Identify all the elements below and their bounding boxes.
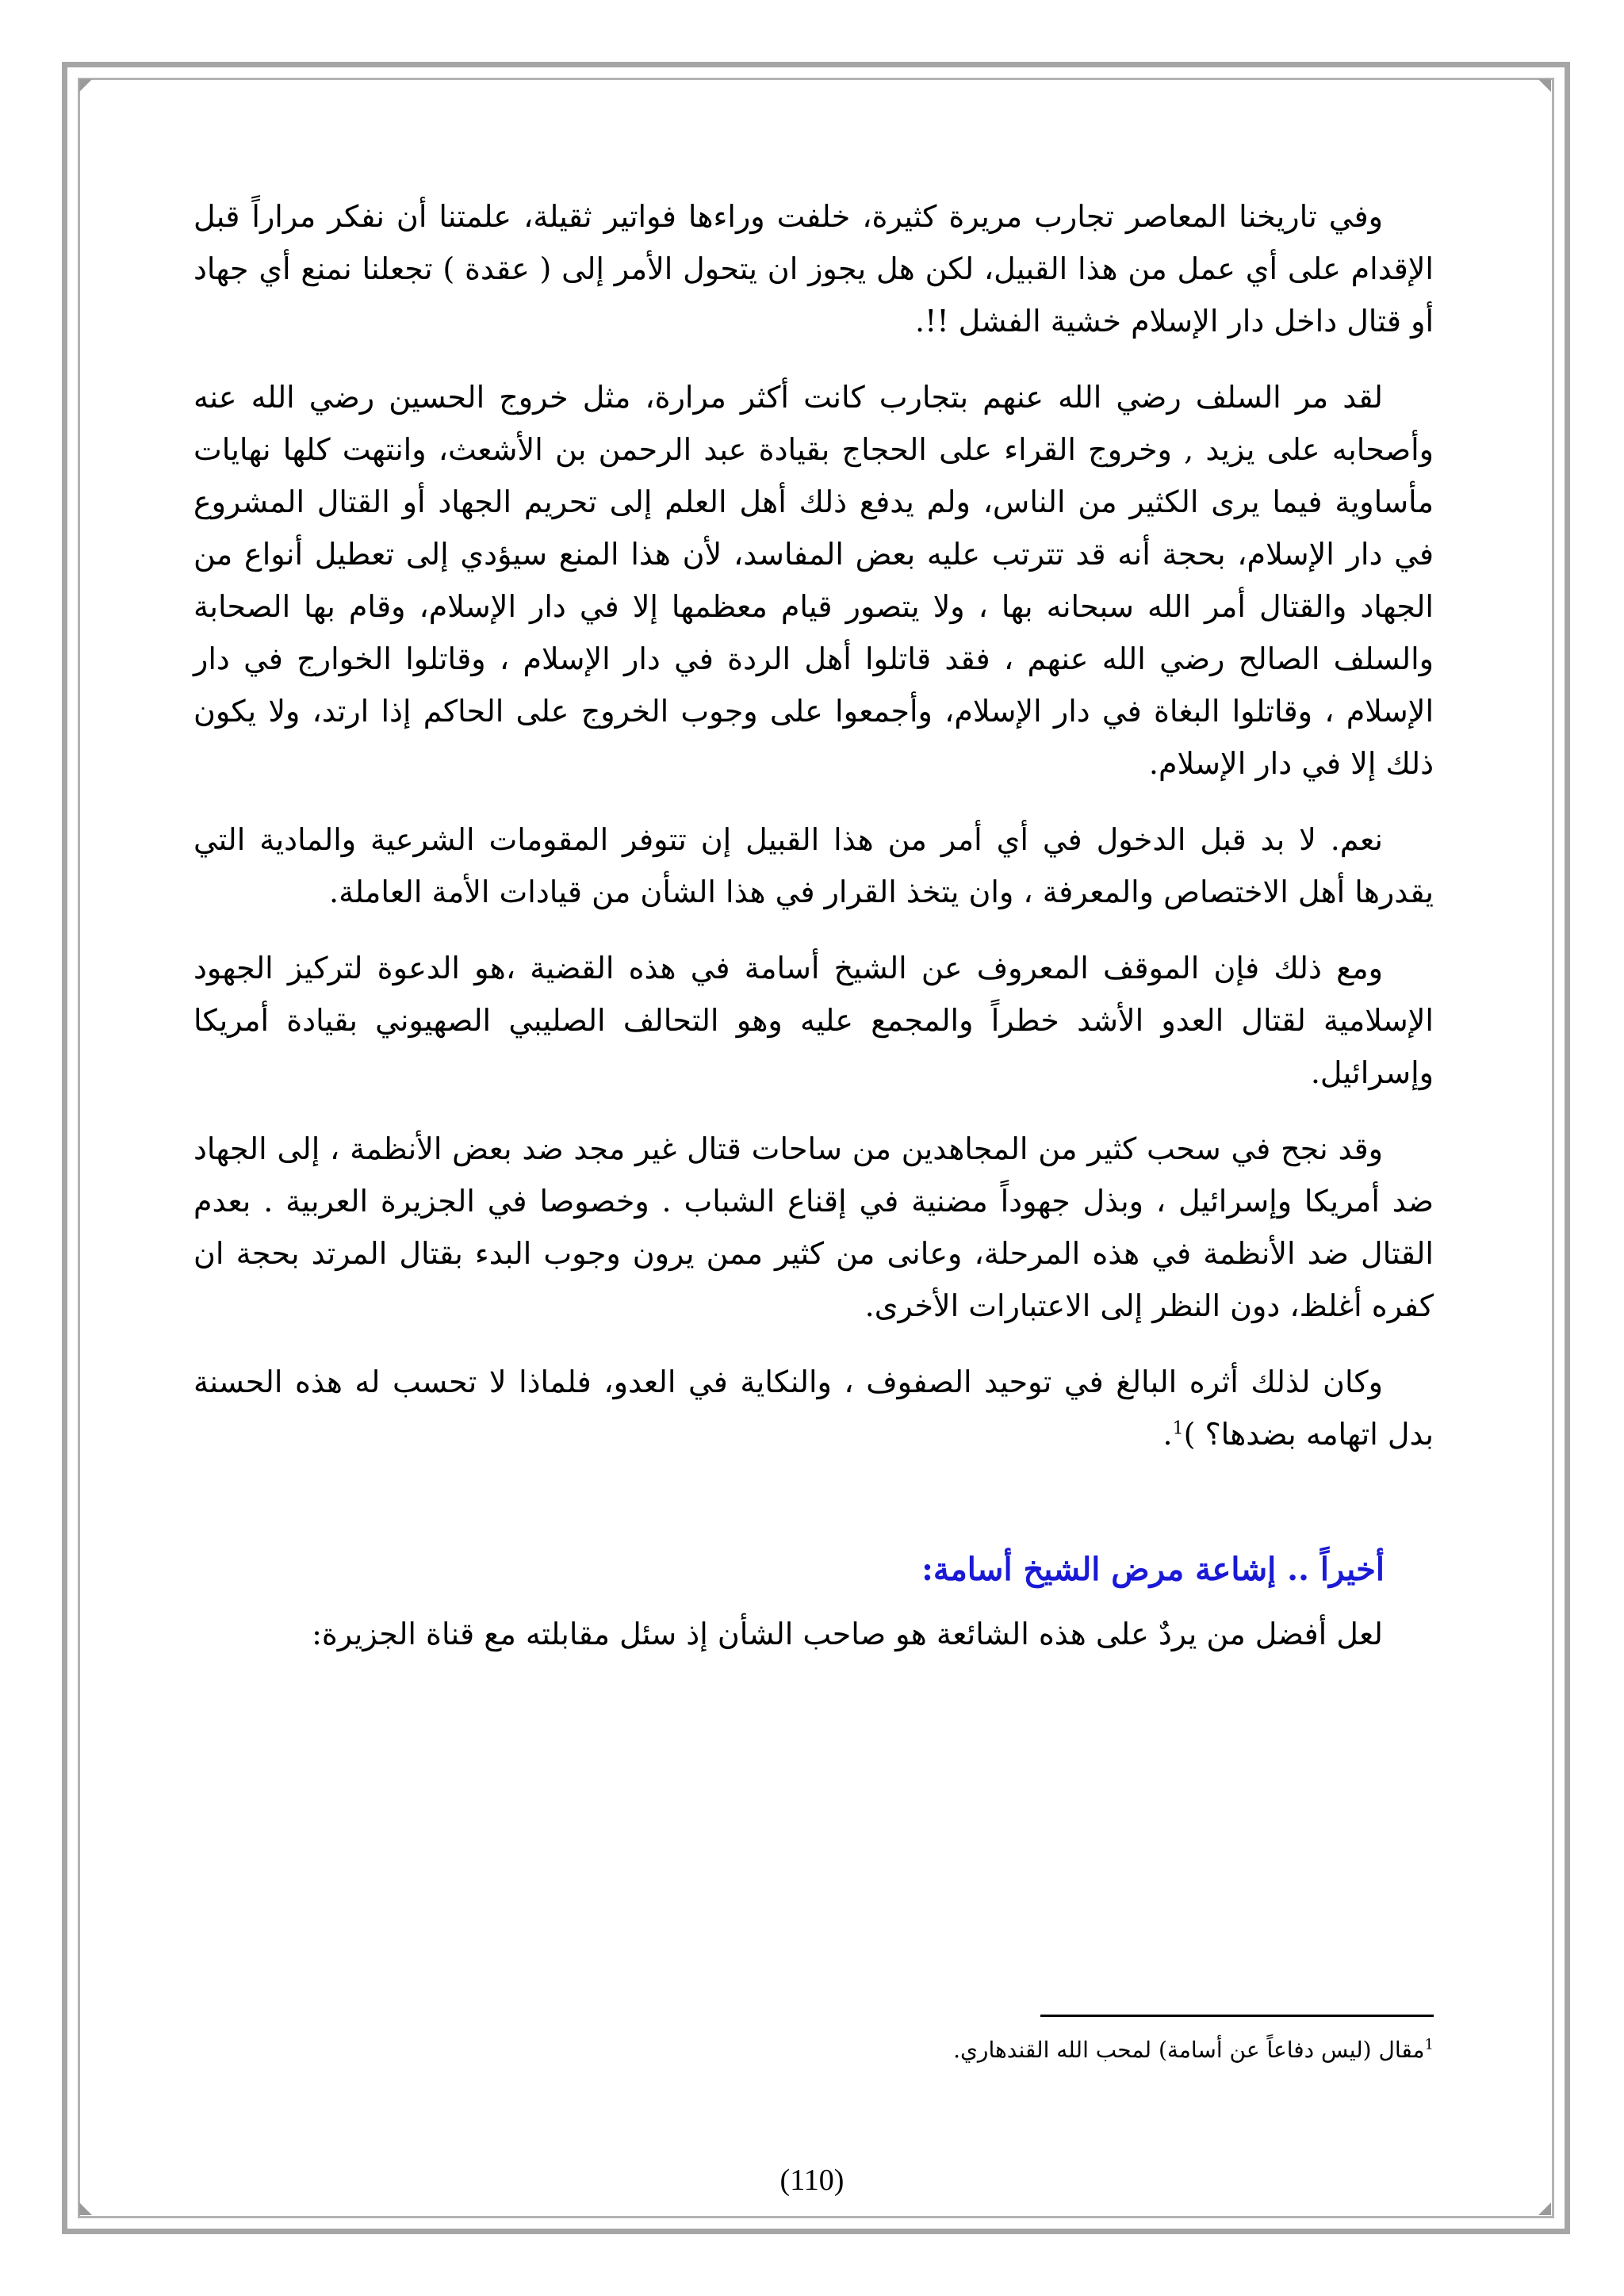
paragraph: ومع ذلك فإن الموقف المعروف عن الشيخ أسامة في هذه القضية ،هو الدعوة لتركيز الجهود الإسلامية لقتال العدو الأشد خطراً والمجمع عليه وهو التحالف الصليبي الصهيوني بقيادة أمريكا وإسرائيل.	[193, 951, 1434, 1090]
paragraph: وفي تاريخنا المعاصر تجارب مريرة كثيرة، خلفت وراءها فواتير ثقيلة، علمتنا أن نفكر مراراً قبل الإقدام على أي عمل من هذا القبيل، لكن هل يجوز ان يتحول الأمر إلى ( عقدة ) تجعلنا نمنع أي جهاد أو قتال داخل دار الإسلام خشية الفشل !!.	[193, 199, 1434, 339]
footnote-separator	[1040, 2015, 1434, 2017]
section-heading: أخيراً .. إشاعة مرض الشيخ أسامة:	[921, 1551, 1385, 1588]
body-text	[193, 190, 1434, 1660]
paragraph: لقد مر السلف رضي الله عنهم بتجارب كانت أكثر مرارة، مثل خروج الحسين رضي الله عنه وأصحابه على يزيد , وخروج القراء على الحجاج بقيادة عبد الرحمن بن الأشعث، وانتهت كلها نهايات مأساوية فيما يرى الكثير من الناس، ولم يدفع ذلك أهل العلم إلى تحريم الجهاد أو القتال المشروع في دار الإسلام، بحجة أنه قد تترتب عليه بعض المفاسد، لأن هذا المنع سيؤدي إلى تعطيل أنواع من الجهاد والقتال أمر الله سبحانه بها ، ولا يتصور قيام معظمها إلا في دار الإسلام، وقام بها الصحابة والسلف الصالح رضي الله عنهم ، فقد قاتلوا أهل الردة في دار الإسلام ، وقاتلوا الخوارج في دار الإسلام ، وقاتلوا البغاة في دار الإسلام، وأجمعوا على وجوب الخروج على الحاكم إذا ارتد، ولا يكون ذلك إلا في دار الإسلام.	[193, 380, 1434, 781]
corner-ornament	[1538, 79, 1551, 92]
corner-ornament	[1538, 2202, 1551, 2215]
paragraph: نعم. لا بد قبل الدخول في أي أمر من هذا القبيل إن تتوفر المقومات الشرعية والمادية التي يقدرها أهل الاختصاص والمعرفة ، وان يتخذ القرار في هذا الشأن من قيادات الأمة العاملة.	[193, 822, 1434, 909]
corner-ornament	[79, 79, 92, 92]
footnote	[403, 2034, 1434, 2066]
footnote-reference[interactable]: 1	[1172, 1418, 1184, 1439]
paragraph-with-footnote	[193, 1356, 1434, 1460]
paragraph-text: وكان لذلك أثره البالغ في توحيد الصفوف ، والنكاية في العدو، فلماذا لا تحسب له هذه الحسنة بدل اتهامه بضدها؟ )	[193, 1364, 1434, 1452]
page-number: (110)	[779, 2164, 845, 2197]
paragraph: وقد نجح في سحب كثير من المجاهدين من ساحات قتال غير مجد ضد بعض الأنظمة ، إلى الجهاد ضد أمريكا وإسرائيل ، وبذل جهوداً مضنية في إقناع الشباب . وخصوصا في الجزيرة العربية . بعدم القتال ضد الأنظمة في هذه المرحلة، وعانى من كثير ممن يرون وجوب البدء بقتال المرتد بحجة ان كفره أغلظ، دون النظر إلى الاعتبارات الأخرى.	[193, 1131, 1434, 1323]
lead-paragraph: لعل أفضل من يردٌ على هذه الشائعة هو صاحب الشأن إذ سئل مقابلته مع قناة الجزيرة:	[312, 1617, 1383, 1651]
corner-ornament	[79, 2202, 92, 2215]
footnote-marker: 1	[1424, 2036, 1434, 2053]
footnote-text: مقال (ليس دفاعاً عن أسامة) لمحب الله القندهاري.	[953, 2037, 1425, 2063]
paragraph-ending: .	[1162, 1417, 1173, 1452]
